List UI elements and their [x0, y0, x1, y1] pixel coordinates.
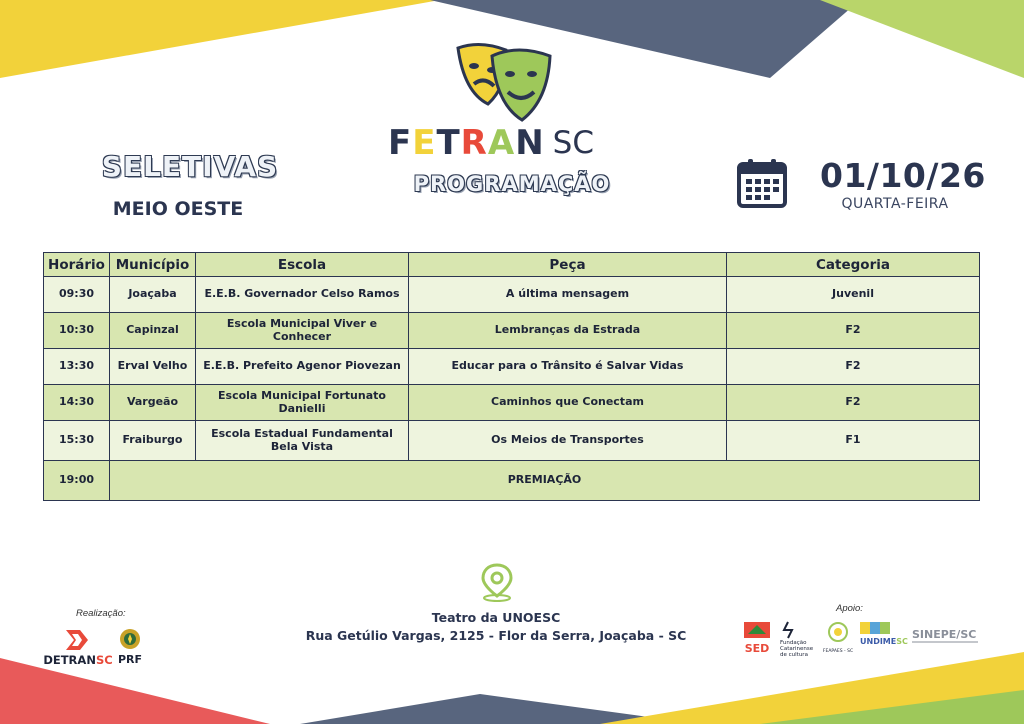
fetran-logo-suffix: SC	[552, 125, 594, 161]
svg-text:FEAPAES - SC: FEAPAES - SC	[822, 649, 854, 654]
table-row	[44, 385, 980, 421]
city-cell: Joaçaba	[110, 277, 196, 313]
play-cell: Lembranças da Estrada	[409, 313, 727, 349]
venue-info	[300, 609, 692, 645]
school-cell: Escola Estadual Fundamental Bela Vista	[196, 421, 409, 461]
school-cell: E.E.B. Prefeito Agenor Piovezan	[196, 349, 409, 385]
play-cell: A última mensagem	[409, 277, 727, 313]
svg-text:SED: SED	[744, 642, 770, 655]
time-cell: 09:30	[44, 277, 110, 313]
column-header: Categoria	[727, 253, 980, 277]
time-cell: 13:30	[44, 349, 110, 385]
undime-logo	[860, 622, 908, 646]
city-cell: Fraiburgo	[110, 421, 196, 461]
svg-text:Catarinense: Catarinense	[780, 646, 814, 652]
fetran-logo-letter: E	[412, 123, 437, 163]
prf-logo	[116, 627, 144, 667]
column-header: Peça	[409, 253, 727, 277]
realizacao-label: Realização:	[76, 608, 126, 619]
table-row	[44, 349, 980, 385]
category-cell: Juvenil	[727, 277, 980, 313]
theater-masks-icon	[452, 40, 556, 124]
table-row	[44, 313, 980, 349]
column-header: Município	[110, 253, 196, 277]
svg-text:DETRANSC: DETRANSC	[43, 653, 113, 667]
apoio-label: Apoio:	[836, 603, 863, 614]
page-title: SELETIVAS	[101, 150, 279, 183]
city-cell: Erval Velho	[110, 349, 196, 385]
table-row	[44, 277, 980, 313]
event-weekday: QUARTA-FEIRA	[841, 196, 949, 212]
fetran-logo-text	[388, 123, 545, 163]
category-cell: F2	[727, 385, 980, 421]
detran-logo	[42, 628, 114, 668]
svg-text:UNDIMESC: UNDIMESC	[860, 637, 908, 646]
school-cell: E.E.B. Governador Celso Ramos	[196, 277, 409, 313]
column-header: Horário	[44, 253, 110, 277]
fetran-logo-letter: F	[388, 123, 413, 163]
sinepe-logo	[912, 628, 978, 642]
fetran-logo-letter: T	[436, 123, 461, 163]
calendar-icon	[737, 158, 787, 208]
play-cell: Educar para o Trânsito é Salvar Vidas	[409, 349, 727, 385]
region-label: MEIO OESTE	[112, 198, 244, 220]
svg-text:SINEPE/SC: SINEPE/SC	[912, 628, 977, 641]
play-cell: Os Meios de Transportes	[409, 421, 727, 461]
location-pin-icon	[478, 562, 516, 602]
page-subtitle: PROGRAMAÇÃO	[413, 172, 611, 196]
event-date: 01/10/26	[820, 156, 986, 195]
table-row	[44, 421, 980, 461]
play-cell: Caminhos que Conectam	[409, 385, 727, 421]
award-time-cell: 19:00	[44, 461, 110, 501]
svg-text:de cultura: de cultura	[780, 652, 808, 658]
category-cell: F2	[727, 313, 980, 349]
venue-name: Teatro da UNOESC	[431, 610, 561, 625]
column-header: Escola	[196, 253, 409, 277]
award-row	[44, 461, 980, 501]
city-cell: Vargeão	[110, 385, 196, 421]
fetran-logo-letter: N	[515, 123, 545, 163]
category-cell: F1	[727, 421, 980, 461]
fetran-logo	[388, 123, 594, 163]
table-header-row	[44, 253, 980, 277]
city-cell: Capinzal	[110, 313, 196, 349]
school-cell: Escola Municipal Viver e Conhecer	[196, 313, 409, 349]
fundacao-cultura-logo	[780, 622, 814, 658]
category-cell: F2	[727, 349, 980, 385]
schedule-table	[43, 252, 980, 501]
school-cell: Escola Municipal Fortunato Danielli	[196, 385, 409, 421]
fetran-logo-letter: A	[487, 123, 516, 163]
award-label-cell: PREMIAÇÃO	[110, 461, 980, 501]
venue-address: Rua Getúlio Vargas, 2125 - Flor da Serra, Joaçaba - SC	[305, 628, 687, 643]
svg-text:PRF: PRF	[117, 653, 143, 666]
svg-text:Fundação: Fundação	[780, 640, 807, 646]
feapaes-logo	[823, 623, 853, 654]
time-cell: 15:30	[44, 421, 110, 461]
time-cell: 14:30	[44, 385, 110, 421]
sed-logo	[744, 622, 770, 655]
fetran-logo-letter: R	[460, 123, 488, 163]
sponsor-logos	[742, 620, 982, 660]
time-cell: 10:30	[44, 313, 110, 349]
